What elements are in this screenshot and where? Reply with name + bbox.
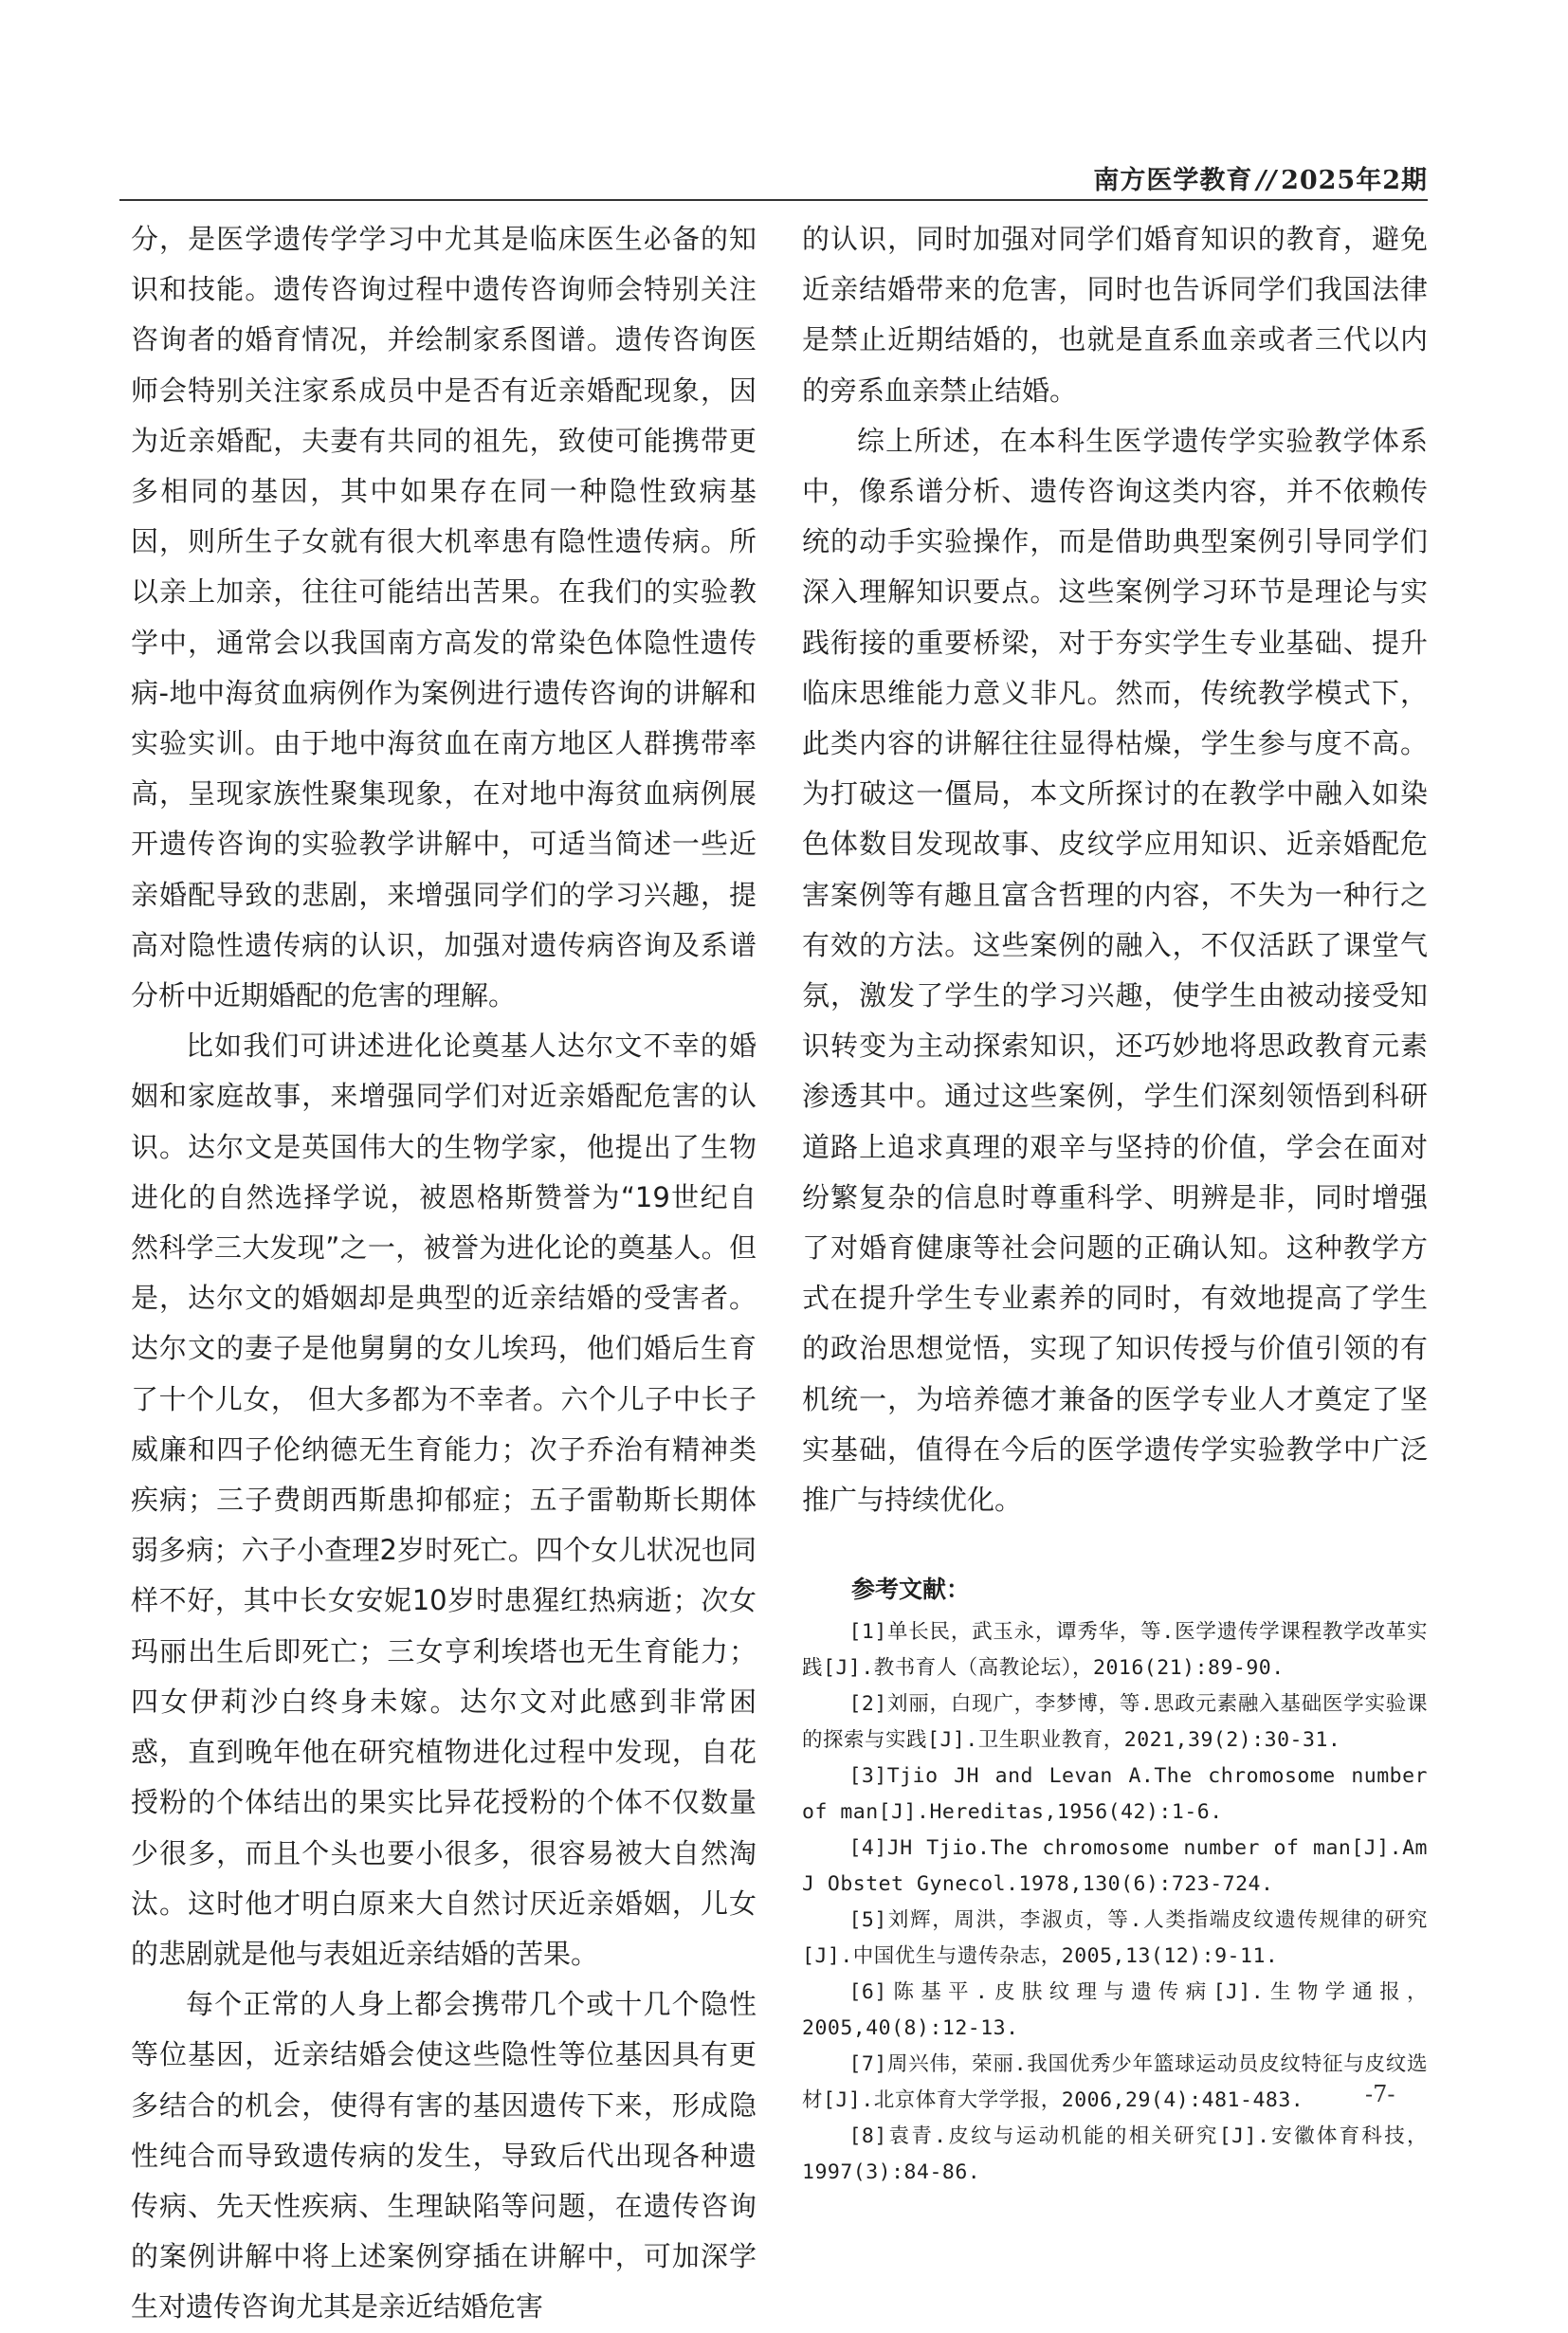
body-paragraph: 分，是医学遗传学学习中尤其是临床医生必备的知识和技能。遗传咨询过程中遗传咨询师会特别关注咨询者的婚育情况，并绘制家系图谱。遗传咨询医师会特别关注家系成员中是否有近亲婚配现象，因为近亲婚配，夫妻有共同的祖先，致使可能携带更多相同的基因，其中如果存在同一种隐性致病基因，则所生子女就有很大机率患有隐性遗传病。所以亲上加亲，往往可能结出苦果。在我们的实验教学中，通常会以我国南方高发的常染色体隐性遗传病-地中海贫血病例作为案例进行遗传咨询的讲解和实验实训。由于地中海贫血在南方地区人群携带率高，呈现家族性聚集现象，在对地中海贫血病例展开遗传咨询的实验教学讲解中，可适当简述一些近亲婚配导致的悲剧，来增强同学们的学习兴趣，提高对隐性遗传病的认识，加强对遗传病咨询及系谱分析中近期婚配的危害的理解。	[131, 223, 757, 1012]
right-column	[802, 214, 1428, 2191]
body-paragraph: 综上所述，在本科生医学遗传学实验教学体系中，像系谱分析、遗传咨询这类内容，并不依赖传统的动手实验操作，而是借助典型案例引导同学们深入理解知识要点。这些案例学习环节是理论与实践衔接的重要桥梁，对于夯实学生专业基础、提升临床思维能力意义非凡。然而，传统教学模式下，此类内容的讲解往往显得枯燥，学生参与度不高。为打破这一僵局，本文所探讨的在教学中融入如染色体数目发现故事、皮纹学应用知识、近亲婚配危害案例等有趣且富含哲理的内容，不失为一种行之有效的方法。这些案例的融入，不仅活跃了课堂气氛，激发了学生的学习兴趣，使学生由被动接受知识转变为主动探索知识，还巧妙地将思政教育元素渗透其中。通过这些案例，学生们深刻领悟到科研道路上追求真理的艰辛与坚持的价值，学会在面对纷繁复杂的信息时尊重科学、明辨是非，同时增强了对婚育健康等社会问题的正确认知。这种教学方式在提升学生专业素养的同时，有效地提高了学生的政治思想觉悟，实现了知识传授与价值引领的有机统一，为培养德才兼备的医学专业人才奠定了坚实基础，值得在今后的医学遗传学实验教学中广泛推广与持续优化。	[802, 424, 1428, 1517]
page-number: -7-	[1365, 2081, 1395, 2107]
body-paragraph: 每个正常的人身上都会携带几个或十几个隐性等位基因，近亲结婚会使这些隐性等位基因具有更多结合的机会，使得有害的基因遗传下来，形成隐性纯合而导致遗传病的发生，导致后代出现各种遗传病、先天性疾病、生理缺陷等问题，在遗传咨询的案例讲解中将上述案例穿插在讲解中，可加深学生对遗传咨询尤其是亲近结婚危害	[131, 1988, 757, 2324]
references-list	[802, 1614, 1428, 2191]
reference-item: [7]周兴伟，荣丽.我国优秀少年篮球运动员皮纹特征与皮纹选材[J].北京体育大学学报，2006,29(4):481-483.	[802, 2052, 1428, 2113]
header-rule	[119, 199, 1428, 201]
reference-item: [8]袁青.皮纹与运动机能的相关研究[J].安徽体育科技，1997(3):84-86.	[802, 2124, 1428, 2185]
header-separator-icon: //	[1256, 166, 1278, 195]
body-paragraph: 比如我们可讲述进化论奠基人达尔文不幸的婚姻和家庭故事，来增强同学们对近亲婚配危害的认识。达尔文是英国伟大的生物学家，他提出了生物进化的自然选择学说，被恩格斯赞誉为“19世纪自然科学三大发现”之一，被誉为进化论的奠基人。但是，达尔文的婚姻却是典型的近亲结婚的受害者。达尔文的妻子是他舅舅的女儿埃玛，他们婚后生育了十个儿女， 但大多都为不幸者。六个儿子中长子威廉和四子伦纳德无生育能力；次子乔治有精神类疾病；三子费朗西斯患抑郁症；五子雷勒斯长期体弱多病；六子小查理2岁时死亡。四个女儿状况也同样不好，其中长女安妮10岁时患猩红热病逝；次女玛丽出生后即死亡；三女亨利埃塔也无生育能力；四女伊莉沙白终身未嫁。达尔文对此感到非常困惑，直到晚年他在研究植物进化过程中发现，自花授粉的个体结出的果实比异花授粉的个体不仅数量少很多，而且个头也要小很多，很容易被大自然淘汰。这时他才明白原来大自然讨厌近亲婚姻，儿女的悲剧就是他与表姐近亲结婚的苦果。	[131, 1030, 757, 1970]
reference-item: [4]JH Tjio.The chromosome number of man[J].Am J Obstet Gynecol.1978,130(6):723-724.	[802, 1836, 1428, 1897]
journal-name: 南方医学教育	[1093, 166, 1253, 195]
reference-item: [2]刘丽，白现广，李梦博，等.思政元素融入基础医学实验课的探索与实践[J].卫生职业教育，2021,39(2):30-31.	[802, 1692, 1428, 1753]
left-column	[131, 214, 757, 2333]
reference-item: [1]单长民，武玉永，谭秀华，等.医学遗传学课程教学改革实践[J].教书育人（高教论坛），2016(21):89-90.	[802, 1620, 1428, 1681]
reference-item: [6]陈基平.皮肤纹理与遗传病[J].生物学通报，2005,40(8):12-13.	[802, 1980, 1428, 2041]
reference-item: [5]刘辉，周洪，李淑贞，等.人类指端皮纹遗传规律的研究[J].中国优生与遗传杂志，2005,13(12):9-11.	[802, 1908, 1428, 1969]
reference-item: [3]Tjio JH and Levan A.The chromosome number of man[J].Hereditas,1956(42):1-6.	[802, 1764, 1428, 1825]
running-header	[1093, 159, 1428, 196]
body-paragraph: 的认识，同时加强对同学们婚育知识的教育，避免近亲结婚带来的危害，同时也告诉同学们我国法律是禁止近期结婚的，也就是直系血亲或者三代以内的旁系血亲禁止结婚。	[802, 223, 1428, 407]
references-title: 参考文献：	[851, 1576, 971, 1604]
issue-label: 2025年2期	[1281, 166, 1428, 195]
